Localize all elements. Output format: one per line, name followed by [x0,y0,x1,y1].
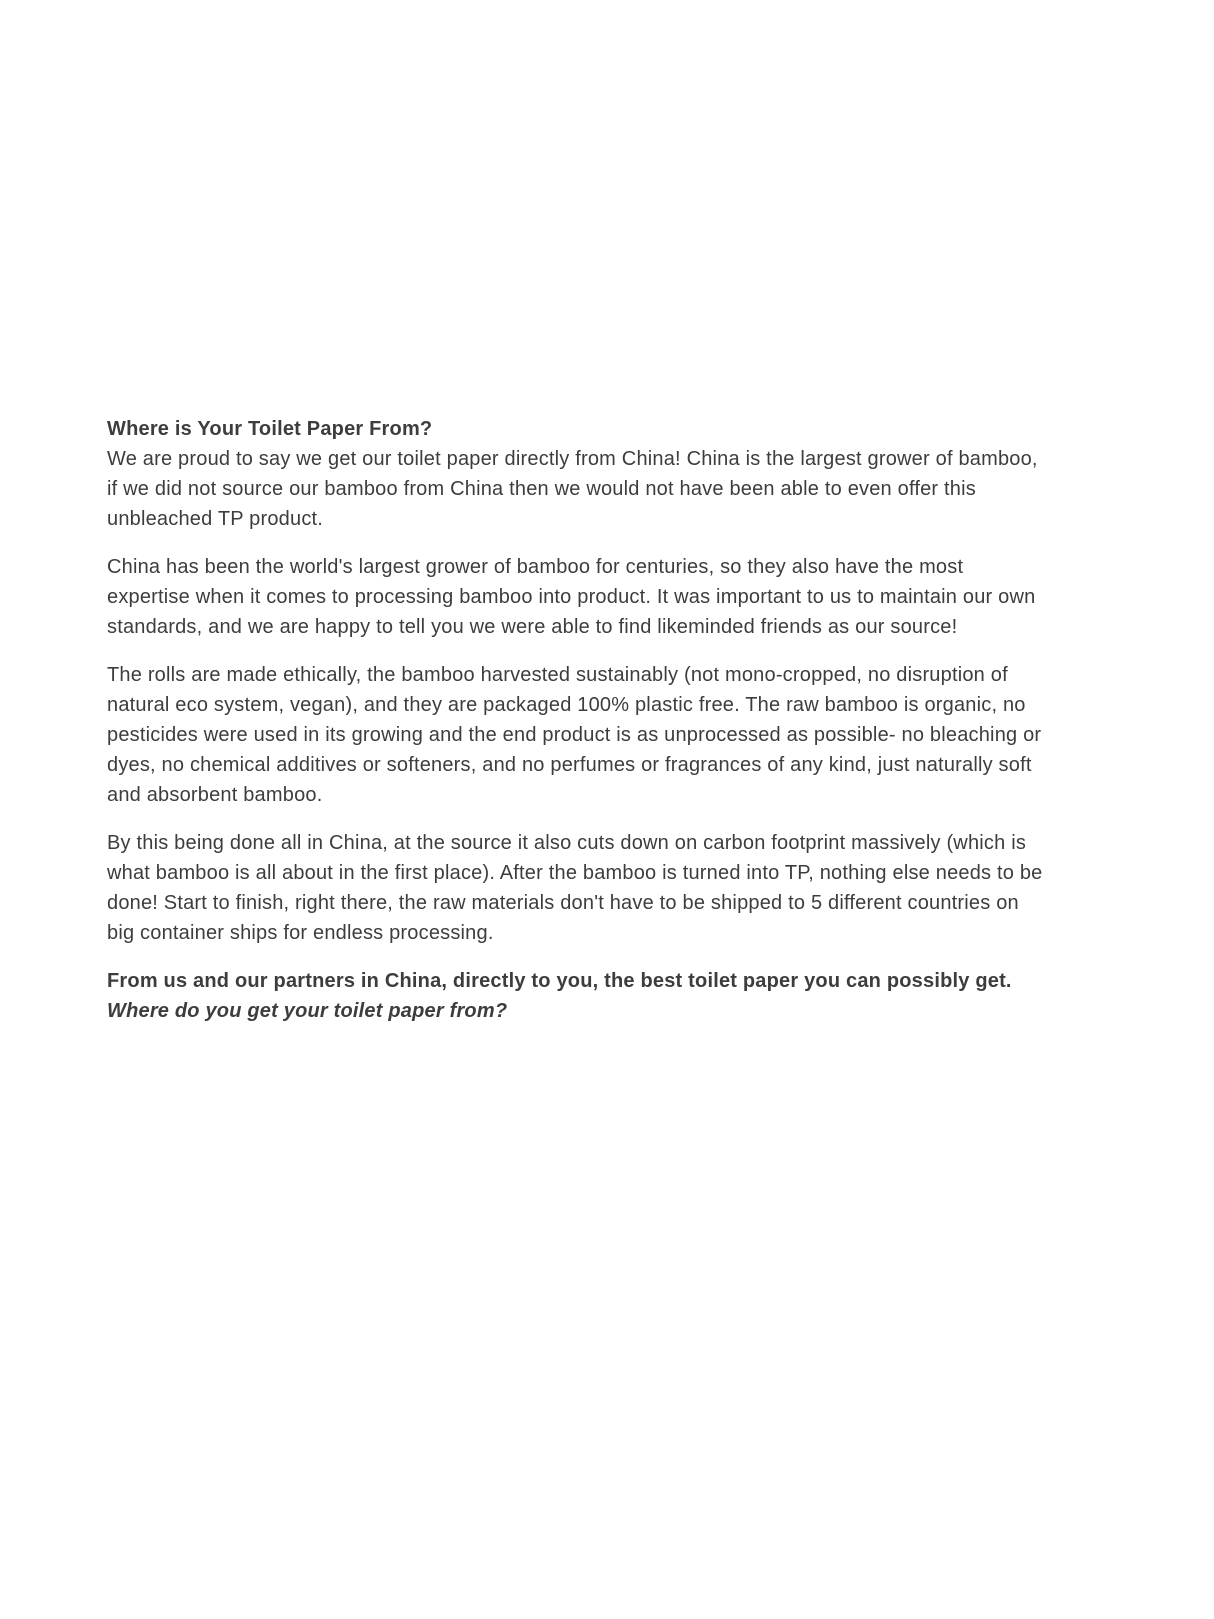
paragraph-carbon-footprint: By this being done all in China, at the source it also cuts down on carbon footprint massively (which is what bamboo is all about in the first place). After the bamboo is turned into TP, nothing else needs to be done! Start to finish, right there, the raw materials don't have to be shipped to 5 different countries on big container ships for endless processing. [107,832,1043,944]
paragraph-intro: We are proud to say we get our toilet paper directly from China! China is the largest grower of bamboo, if we did not source our bamboo from China then we would not have been able to even offer this unbleached TP product. [107,448,1038,530]
closing-question: Where do you get your toilet paper from? [107,1000,508,1022]
paragraph-closing [107,966,1049,1026]
paragraph-ethics: The rolls are made ethically, the bamboo harvested sustainably (not mono-cropped, no disruption of natural eco system, vegan), and they are packaged 100% plastic free. The raw bamboo is organic, no pesticides were used in its growing and the end product is as unprocessed as possible- no bleaching or dyes, no chemical additives or softeners, and no perfumes or fragrances of any kind, just naturally soft and absorbent bamboo. [107,664,1042,806]
paragraph-expertise: China has been the world's largest grower of bamboo for centuries, so they also have the most expertise when it comes to processing bamboo into product. It was important to us to maintain our own standards, and we are happy to tell you we were able to find likeminded friends as our source! [107,556,1036,638]
article-heading: Where is Your Toilet Paper From? [107,418,433,440]
article-text-block [107,414,1049,1026]
closing-statement: From us and our partners in China, directly to you, the best toilet paper you can possibly get. [107,970,1012,992]
